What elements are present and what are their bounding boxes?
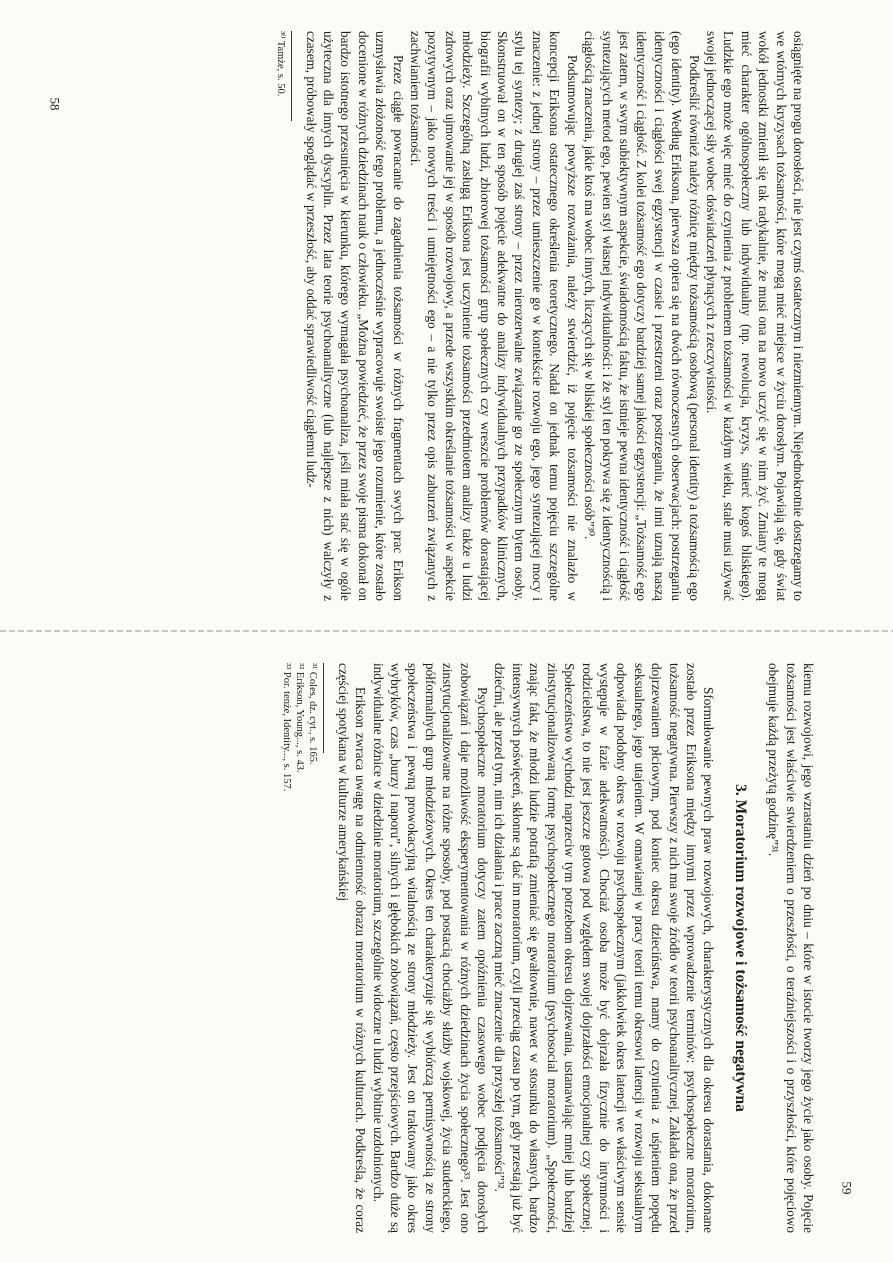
page-number: 58 [47,97,63,111]
footnote-divider [323,663,324,753]
paragraph: Psychospołeczne moratorium dotyczy zatem opóźnienia czasowego wobec podjęcia dorosłych zobowiązań i daje możliwość eksperymentowania w różnych dziedzinach życia społecznego³³. Jest ono zinstytucjonalizowane na różne sposoby, pod postacią chociażby służby wojskowej, życia studenckiego, półformalnych grup młodzieżowych. Okres ten charakteryzuje się wybiórczą permisywnością ze strony społeczeństwa i pewną prowokacyjną witalnością ze strony młodzieży. Jest on traktowany jako okres wybryków, czas „burzy i naporu”, silnych i głębokich zobowiązań, często przejściowych. Bardzo duże są indywidualne różnice w dziedzinie moratorium, szczególnie widoczne u ludzi wybitnie uzdolnionych. [370,662,490,1233]
paragraph: kiemu rozwojowi, jego wzrastaniu dzień po dniu – które w istocie tworzy jego życie jako osoby. Pojęcie tożsamości jest właściwie stwierdzeniem o przeszłości, o teraźniejszości i o przyszłości, które pojęciowo obejmuje każdą przeżytą godzinę”³¹. [765,662,816,1233]
paragraph: Przez ciągłe powracanie do zagadnienia tożsamości w różnych fragmentach swych prac Erikson uzmysławia złożoność tego problemu, a jednocześnie wypracowuje swoiste jego rozumienie, które zostało docenione w różnych dziedzinach nauk o człowieku. „Można powiedzieć, że przez swoje pisma dokonał on bardzo istotnego przesunięcia w kierunku, którego wymagała psychoanaliza, jeśli miała stać się w ogóle użyteczna dla innych dyscyplin. Przez lata teorie psychoanalityczne (lub najlepsze z nich) walczyły z czasem, próbowały spoglądać w przeszłość, aby oddać sprawiedliwość ciągłemu ludz- [303,30,406,601]
paragraph: Erikson zwraca uwagę na odmienność obrazu moratorium w różnych kulturach. Podkreśla, że coraz częściej spotykana w kulturze amerykańskiej [335,662,368,1233]
footnote: ³¹ Coles, dz. cyt., s. 165. [306,662,318,765]
footnotes [274,31,287,601]
paragraph: Sformułowanie pewnych praw rozwojowych, charakterystycznych dla okresu dorastania, dokonane zostało przez Eriksona między innymi przez wprowadzenie terminów: psychospołeczne moratorium, tożsamość negatywna. Pierwszy z nich ma swoje źródło w teorii psychoanalitycznej. Zakłada ona, że przed dojrzewaniem płciowym, pod koniec okresu dzieciństwa, mamy do czynienia z uśpieniem popędu seksualnego, jego utajeniem. W omawianej w pracy teorii temu okresowi latencji w rozwoju seksualnym odpowiada podobny okres w rozwoju psychospołecznym (jakkolwiek okres latencji we właściwym sensie występuje w fazie adekwatności). Chociaż osoba może być dojrzała fizycznie do intymności i rodzicielstwa, to nie jest jeszcze gotowa pod względem swojej dojrzałości emocjonalnej czy społecznej. Społeczeństwo wychodzi naprzeciw tym potrzebom okresu dojrzewania, ustanawiając mniej lub bardziej zinstytucjonalizowaną formę psychospołecznego moratorium (psychosocial moratorium). „Społeczności, znając fakt, że młodzi ludzie potrafią zmieniać się gwałtownie, nawet w stosunku do własnych, bardzo intensywnych poświęceń, skłonne są dać im moratorium, czyli przeciąg czasu po tym, gdy przestają już być dziećmi, ale przed tym, nim ich działania i prace zaczną mieć znaczenie dla przyszłej tożsamości”³². [492,662,716,1233]
footnote: ³³ Por. tenże, Identity..., s. 157. [280,662,292,791]
section-heading: 3. Moratorium rozwojowe i tożsamość negatywna [731,783,749,1112]
left-page [0,0,893,631]
left-page-text [87,31,807,601]
footnotes [280,663,319,1233]
footnote-divider [291,31,292,121]
footnote: ³⁰ Tamże, s. 50. [274,30,286,96]
right-page [0,632,893,1263]
paragraph: osiągnięte na progu dorosłości, nie jest czymś ostatecznym i niezmiennym. Niejednokrotnie dostrzegamy to we wtórnych kryzysach tożsamości, które mogą mieć miejsce w życiu dorosłym. Pojawiają się, gdy świat wokół jednostki zmienił się tak radykalnie, że musi ona na nowo uczyć się w nim żyć. Zmiany te mogą mieć charakter ogólnospołeczny lub indywidualny (np. rewolucja, kryzys, śmierć kogoś bliskiego). Ludzkie ego może więc mieć do czynienia z problemem tożsamości w każdym wieku, stale musi używać swojej jednoczącej siły wobec doświadczeń płynących z rzeczywistości. [703,30,806,601]
paragraph: Podsumowując powyższe rozważania, należy stwierdzić, iż pojęcie tożsamości nie znalazło w koncepcji Eriksona ostatecznego określenia teoretycznego. Nadał on jednak temu pojęciu szczególne znaczenie: z jednej strony – przez umieszczenie go w kontekście rozwoju ego, jego syntezującej mocy i stylu tej syntezy; z drugiej zaś strony – przez nierozerwalne związanie go ze społecznym bytem osoby. Skonstruował on w ten sposób pojęcie adekwatne do analizy indywidualnych przypadków klinicznych, biografii wybitnych ludzi, zbiorowej tożsamości grup społecznych czy wreszcie problemów dorastającej młodzieży. Szczególną zasługą Eriksona jest uczynienie tożsamości przedmiotem analizy także u ludzi zdrowych oraz ujmowanie jej w sposób rozwojowy, a przede wszystkim określanie tożsamości w aspekcie pozytywnym – jako nowych treści i umiejętności ego – a nie tylko przez opis zaburzeń związanych z zachwianiem tożsamości. [407,30,580,601]
page-number: 59 [839,1181,855,1195]
right-page-text [77,663,817,1233]
paragraph: Podkreślić również należy różnicę między tożsamością osobową (personal identity) a tożsamością ego (ego identity). Według Eriksona, pierwsza opiera się na dwóch równoczesnych obserwacjach: postrzeganiu identyczności i ciągłości swej egzystencji w czasie i przestrzeni oraz postrzeganiu, że inni uznają naszą identyczność i ciągłość. Z kolei tożsamość ego dotyczy bardziej samej jakości egzystencji: „Tożsamość ego jest zatem, w swym subiektywnym aspekcie, świadomością faktu, że istnieje pewna identyczność i ciągłość syntezujących metod ego, pewien styl własnej indywidualności: i że styl ten pokrywa się z identycznością i ciągłością znaczenia, jakie ktoś ma wobec innych, liczących się w bliskiej społeczności osób”³⁰. [581,30,702,601]
footnote: ³² Erikson, Young..., s. 43. [293,662,305,773]
